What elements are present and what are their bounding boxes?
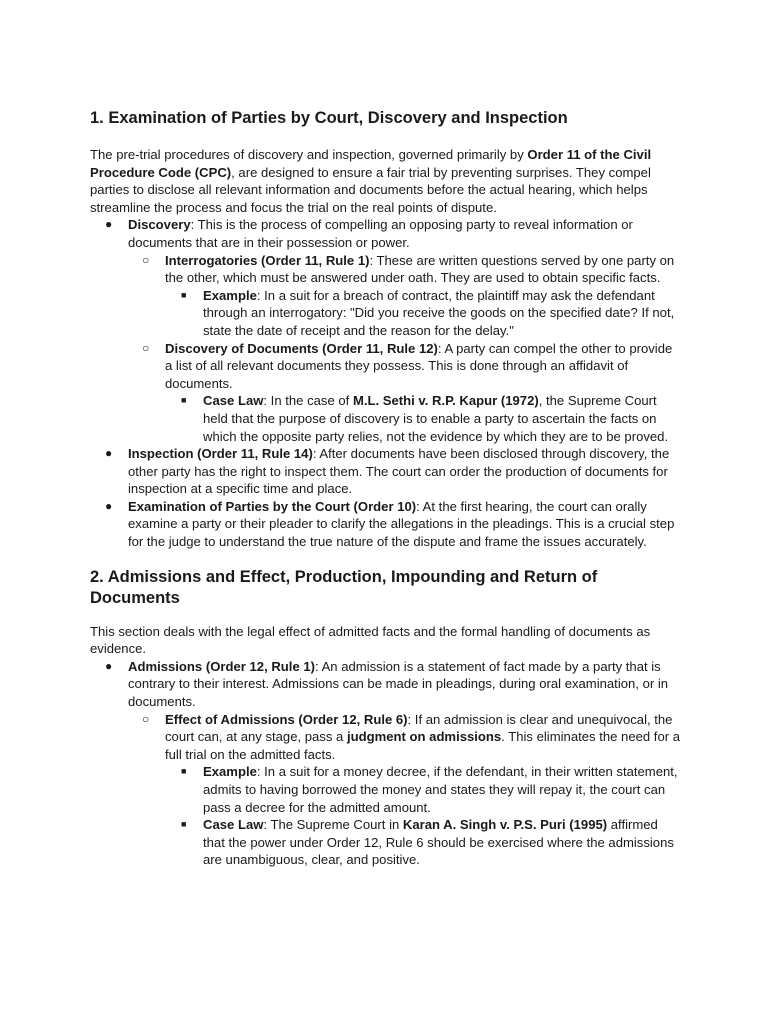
definition: : In a suit for a money decree, if the defendant, in their written statement, admits to having borrowed the money and states they will repay it, the court can pass a decree for the admitted amount. [203, 764, 678, 815]
definition: : At the first hearing, the court can orally examine a party or their pleader to clarify the allegations in the pleadings. This is a crucial step for the judge to understand the true nature of the dispute and frame the issues accurately. [128, 498, 675, 550]
term: Case Law [203, 817, 264, 833]
list-item-interrogatories [90, 252, 682, 287]
bullet-circle-icon: ○ [142, 340, 150, 355]
intro-bold: Order 11 of the Civil Procedure Code (CPC) [90, 147, 652, 180]
definition: : A party can compel the other to provide a list of all relevant documents they possess. This is done through an affidavit of documents. [165, 340, 673, 391]
section-1-intro [90, 146, 682, 216]
bullet-square-icon: ■ [181, 289, 187, 300]
definition: : If an admission is clear and unequivocal, the court can, at any stage, pass a [165, 711, 673, 745]
bullet-circle-icon: ○ [142, 711, 150, 726]
definition: : An admission is a statement of fact made by a party that is contrary to their interest. Admissions can be made in pleadings, during oral examination, or in documents. [128, 658, 669, 710]
definition: : These are written questions served by one party on the other, which must be answered under oath. They are used to obtain specific facts. [165, 252, 675, 286]
definition: : After documents have been disclosed through discovery, the other party has the right to inspect them. The court can order the production of documents for inspection at a specific time and place. [128, 446, 670, 497]
document-body [90, 108, 682, 869]
bullet-square-icon: ■ [181, 395, 187, 406]
list-item-effect-example [90, 763, 682, 816]
bullet-disc-icon: ● [105, 217, 113, 232]
bullet-circle-icon: ○ [142, 252, 150, 267]
case-name: M.L. Sethi v. R.P. Kapur (1972) [352, 393, 539, 409]
definition: , the Supreme Court held that the purpose of discovery is to enable a party to ascertain the facts on which the opposite party relies, not the evidence by which they are to be proved. [203, 393, 669, 444]
list-item-inspection [90, 445, 682, 498]
section-2-intro: This section deals with the legal effect of admitted facts and the formal handling of documents as evidence. [90, 623, 651, 657]
term: Case Law [203, 393, 264, 409]
term: Inspection (Order 11, Rule 14) [128, 446, 313, 462]
list-item-case-law-karan [90, 816, 682, 869]
definition: : In the case of [263, 393, 353, 409]
list-item-examination [90, 498, 682, 551]
term: Example [203, 764, 257, 780]
term: Interrogatories (Order 11, Rule 1) [165, 252, 370, 268]
term: Examination of Parties by the Court (Order 10) [128, 498, 417, 514]
term: Effect of Admissions (Order 12, Rule 6) [165, 711, 408, 727]
list-item-effect-of-admissions [90, 711, 682, 764]
bullet-disc-icon: ● [105, 446, 113, 461]
list-item-admissions [90, 658, 682, 711]
list-item-interrogatories-example [90, 287, 682, 340]
section-2-heading: 2. Admissions and Effect, Production, Impounding and Return of Documents [90, 567, 598, 607]
term: Admissions (Order 12, Rule 1) [128, 658, 316, 674]
definition: . This eliminates the need for a full trial on the admitted facts. [165, 729, 681, 762]
bullet-disc-icon: ● [105, 658, 113, 673]
list-item-discovery-documents [90, 340, 682, 393]
bullet-square-icon: ■ [181, 819, 187, 830]
intro-text: , are designed to ensure a fair trial by preventing surprises. They compel parties to disclose all relevant information and documents before the actual hearing, which helps streamline the process and focus the trial on the real points of dispute. [90, 164, 651, 215]
definition: : The Supreme Court in [263, 817, 403, 833]
list-item-case-law-sethi [90, 392, 682, 445]
term: Example [203, 287, 257, 303]
bullet-disc-icon: ● [105, 498, 113, 513]
section-1-heading: 1. Examination of Parties by Court, Discovery and Inspection [90, 109, 568, 127]
definition: : In a suit for a breach of contract, the plaintiff may ask the defendant through an interrogatory: "Did you receive the goods on the specified date? If not, state the date of receipt and the reason for the delay." [203, 287, 675, 338]
bullet-square-icon: ■ [181, 766, 187, 777]
list-item-discovery [90, 216, 682, 251]
term: Discovery [128, 217, 191, 233]
definition: affirmed that the power under Order 12, Rule 6 should be exercised where the admissions are unambiguous, clear, and positive. [203, 817, 674, 868]
term: Discovery of Documents (Order 11, Rule 12) [165, 340, 438, 356]
intro-text: The pre-trial procedures of discovery and inspection, governed primarily by [90, 147, 528, 162]
bold-phrase: judgment on admissions [346, 729, 502, 745]
definition: : This is the process of compelling an opposing party to reveal information or documents that are in their possession or power. [128, 217, 633, 250]
case-name: Karan A. Singh v. P.S. Puri (1995) [402, 817, 608, 833]
